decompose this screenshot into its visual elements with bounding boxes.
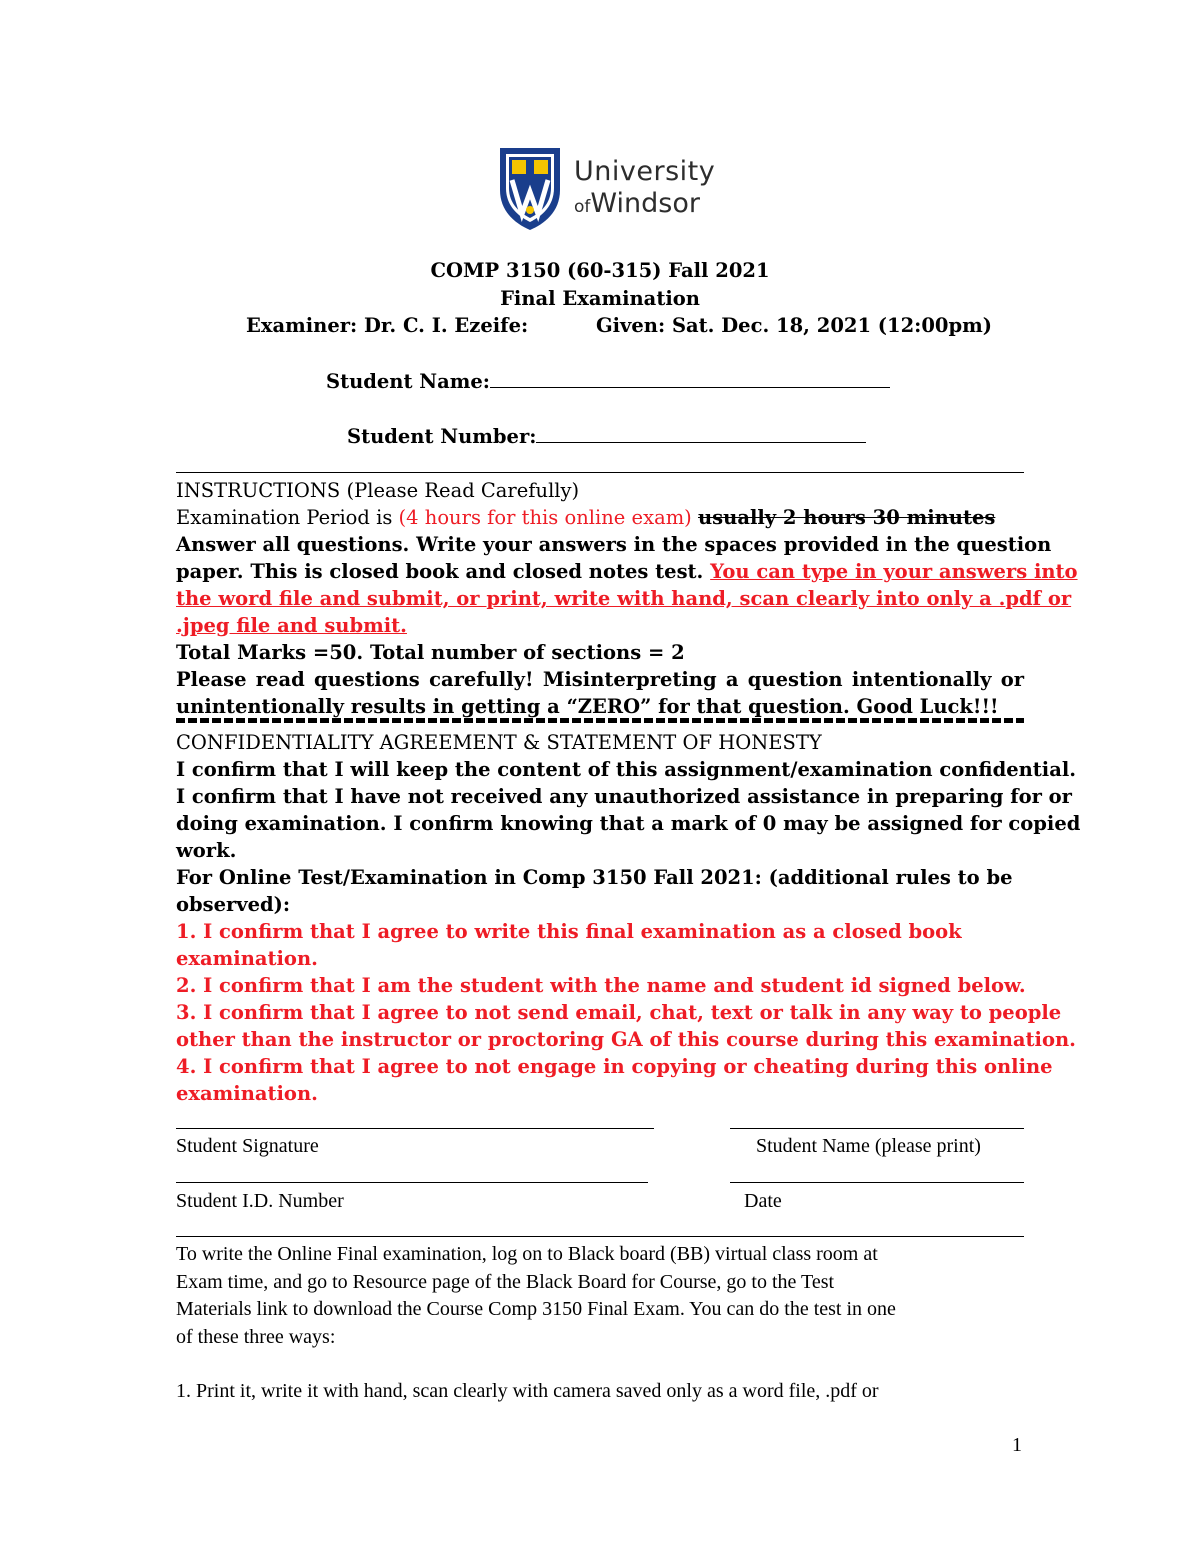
please-read-line-1: Please read questions carefully! Misinterpreting a question intentionally or xyxy=(176,668,1024,691)
confirm-line-7: examination. xyxy=(176,1082,318,1105)
exam-title: Final Examination xyxy=(500,287,700,310)
university-logo xyxy=(478,140,728,232)
student-id-label: Student I.D. Number xyxy=(176,1190,344,1212)
way-1-line: 1. Print it, write it with hand, scan clearly with camera saved only as a word file, .pdf or xyxy=(176,1380,879,1402)
student-number-label: Student Number: xyxy=(347,425,537,448)
online-info-line-3: Materials link to download the Course Comp 3150 Final Exam. You can do the test in one xyxy=(176,1298,896,1320)
confidentiality-line-6: observed): xyxy=(176,893,291,916)
course-title: COMP 3150 (60-315) Fall 2021 xyxy=(430,259,770,282)
answer-line-1: Answer all questions. Write your answers in the spaces provided in the question xyxy=(176,533,1052,556)
confirm-line-1: 1. I confirm that I agree to write this final examination as a closed book xyxy=(176,920,962,943)
period-struck: usually 2 hours 30 minutes xyxy=(698,506,996,529)
confidentiality-line-3: doing examination. I confirm knowing that a mark of 0 may be assigned for copied xyxy=(176,812,1081,835)
confirm-line-3: 2. I confirm that I am the student with the name and student id signed below. xyxy=(176,974,1026,997)
answer-line-2 xyxy=(176,558,1078,585)
answer-line-2-red: You can type in your answers into xyxy=(710,560,1078,583)
name-print-line[interactable] xyxy=(730,1128,1024,1129)
confidentiality-line-1: I confirm that I will keep the content of this assignment/examination confidential. xyxy=(176,758,1077,781)
confidentiality-line-2: I confirm that I have not received any unauthorized assistance in preparing for or xyxy=(176,785,1072,808)
logo-windsor: Windsor xyxy=(590,188,700,219)
given-line: Given: Sat. Dec. 18, 2021 (12:00pm) xyxy=(596,314,992,337)
divider-top xyxy=(176,472,1024,473)
student-name-field[interactable] xyxy=(326,369,890,393)
student-name-label: Student Name: xyxy=(326,370,490,393)
please-read-line-2: unintentionally results in getting a “ZERO” for that question. Good Luck!!! xyxy=(176,695,999,718)
confirm-line-5: other than the instructor or proctoring GA of this course during this examination. xyxy=(176,1028,1076,1051)
online-info-line-4: of these three ways: xyxy=(176,1325,336,1348)
logo-line-windsor xyxy=(574,188,700,219)
answer-line-4: .jpeg file and submit. xyxy=(176,614,407,637)
instructions-heading: INSTRUCTIONS (Please Read Carefully) xyxy=(176,479,580,502)
student-signature-label: Student Signature xyxy=(176,1135,319,1157)
logo-line-university: University xyxy=(574,156,716,187)
logo-of: of xyxy=(574,197,591,217)
exam-period-line xyxy=(176,504,995,531)
divider-bottom xyxy=(176,1236,1024,1237)
confirm-line-2: examination. xyxy=(176,947,318,970)
answer-line-2-black: paper. This is closed book and closed notes test. xyxy=(176,560,711,583)
student-id-line[interactable] xyxy=(176,1182,648,1183)
online-info-line-1: To write the Online Final examination, log on to Black board (BB) virtual class room at xyxy=(176,1243,878,1265)
confidentiality-heading: CONFIDENTIALITY AGREEMENT & STATEMENT OF HONESTY xyxy=(176,731,822,754)
confirm-line-4: 3. I confirm that I agree to not send email, chat, text or talk in any way to people xyxy=(176,1001,1062,1024)
date-line[interactable] xyxy=(730,1182,1024,1183)
shield-icon xyxy=(498,146,562,232)
examiner-line: Examiner: Dr. C. I. Ezeife: xyxy=(246,314,529,337)
divider-dashed xyxy=(176,718,1024,723)
student-number-blank[interactable] xyxy=(536,424,866,443)
student-name-blank[interactable] xyxy=(490,369,890,388)
period-label: Examination Period is xyxy=(176,506,399,529)
online-info-line-2: Exam time, and go to Resource page of the Black Board for Course, go to the Test xyxy=(176,1270,835,1293)
student-number-field[interactable] xyxy=(347,424,866,448)
confirm-line-6: 4. I confirm that I agree to not engage in copying or cheating during this online xyxy=(176,1055,1053,1078)
answer-line-3: the word file and submit, or print, write with hand, scan clearly into only a .pdf or xyxy=(176,587,1072,610)
page-number: 1 xyxy=(1012,1434,1022,1456)
signature-line[interactable] xyxy=(176,1128,654,1129)
confidentiality-line-5: For Online Test/Examination in Comp 3150 Fall 2021: (additional rules to be xyxy=(176,866,1013,889)
period-red: (4 hours for this online exam) xyxy=(398,506,692,529)
confidentiality-line-4: work. xyxy=(176,839,237,862)
total-marks-line: Total Marks =50. Total number of sections = 2 xyxy=(176,641,685,664)
student-name-print-label: Student Name (please print) xyxy=(756,1135,981,1157)
date-label: Date xyxy=(744,1190,782,1212)
